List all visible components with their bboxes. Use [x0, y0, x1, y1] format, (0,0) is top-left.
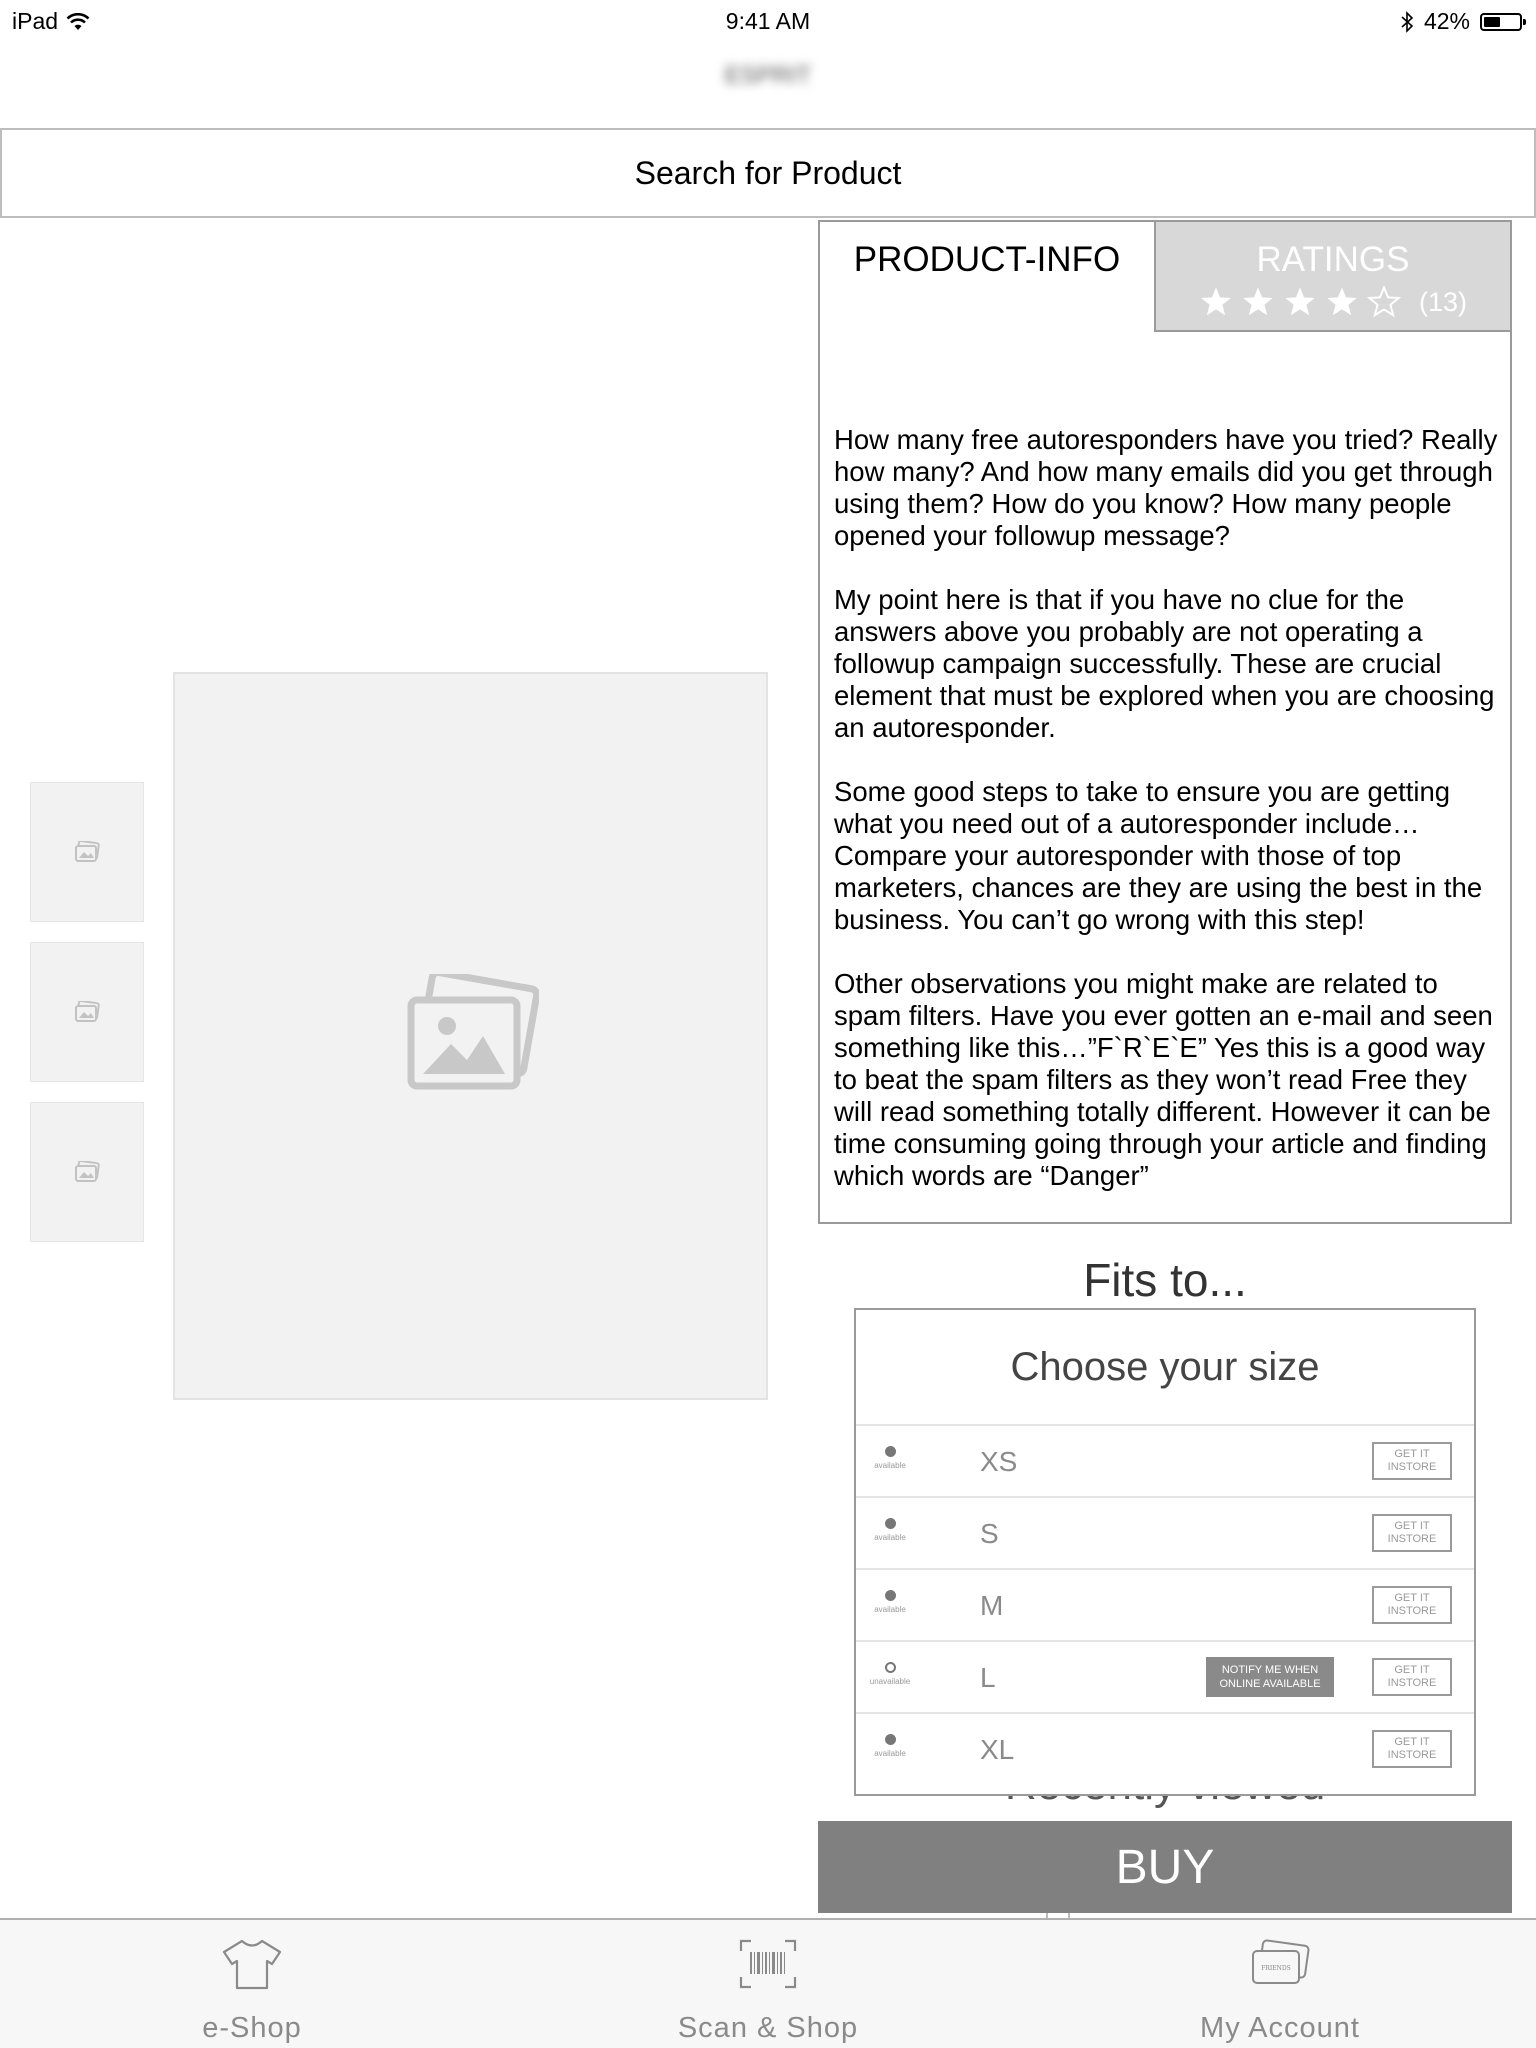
star-filled-icon [1241, 286, 1275, 318]
tshirt-icon [220, 1938, 284, 1990]
size-row-m[interactable] [856, 1570, 1474, 1642]
availability-dot-icon [885, 1590, 896, 1601]
rating-stars [1156, 286, 1510, 318]
availability-indicator: available [868, 1446, 912, 1470]
size-label: S [980, 1518, 999, 1549]
availability-indicator: unavailable [868, 1662, 912, 1686]
notify-me-button[interactable]: NOTIFY ME WHEN ONLINE AVAILABLE [1206, 1657, 1334, 1697]
get-it-instore-button[interactable]: GET IT INSTORE [1372, 1586, 1452, 1624]
product-thumbnail[interactable] [30, 1102, 144, 1242]
size-chooser-heading: Choose your size [856, 1310, 1474, 1426]
battery-icon [1480, 13, 1522, 31]
size-row-s[interactable] [856, 1498, 1474, 1570]
image-placeholder-icon [74, 1001, 100, 1023]
get-it-instore-button[interactable]: GET IT INSTORE [1372, 1442, 1452, 1480]
product-thumbnail[interactable] [30, 942, 144, 1082]
get-it-instore-button[interactable]: GET IT INSTORE [1372, 1514, 1452, 1552]
availability-indicator: available [868, 1590, 912, 1614]
star-filled-icon [1283, 286, 1317, 318]
nav-title: ESPRIT [724, 62, 812, 89]
star-filled-icon [1199, 286, 1233, 318]
availability-dot-icon [885, 1446, 896, 1457]
star-filled-icon [1325, 286, 1359, 318]
tab-ratings[interactable] [1154, 220, 1512, 332]
tab-my-account-label: My Account [1200, 2012, 1360, 2044]
search-bar[interactable] [0, 128, 1536, 218]
status-bar [0, 0, 1536, 44]
availability-dot-icon [885, 1518, 896, 1529]
description-paragraph: My point here is that if you have no clue for the answers above you probably are not operating a followup campaign successfully. These are crucial element that must be explored when you are choosing an autoresponder. [834, 584, 1495, 743]
unavailable-dot-icon [885, 1662, 896, 1673]
size-label: L [980, 1662, 996, 1693]
bluetooth-icon [1400, 11, 1414, 33]
star-empty-icon [1367, 286, 1401, 318]
availability-indicator: available [868, 1518, 912, 1542]
size-row-l[interactable] [856, 1642, 1474, 1714]
tab-my-account[interactable] [1130, 1932, 1430, 2045]
tab-e-shop-label: e-Shop [202, 2012, 302, 2044]
size-row-xl[interactable] [856, 1714, 1474, 1786]
availability-dot-icon [885, 1734, 896, 1745]
barcode-icon [739, 1939, 797, 1989]
cards-icon [1247, 1939, 1313, 1989]
size-label: XL [980, 1734, 1015, 1765]
clock: 9:41 AM [725, 8, 811, 34]
description-paragraph: How many free autoresponders have you tried? Really how many? And how many emails did you get through using them? How do you know? How many people opened your followup message? [834, 424, 1498, 551]
get-it-instore-button[interactable]: GET IT INSTORE [1372, 1658, 1452, 1696]
tab-product-info-label: PRODUCT-INFO [853, 240, 1121, 279]
battery-percent: 42% [1423, 8, 1470, 34]
bottom-tab-bar [0, 1918, 1536, 2048]
size-label: M [980, 1590, 1004, 1621]
size-chooser [854, 1308, 1476, 1796]
size-row-xs[interactable] [856, 1426, 1474, 1498]
tab-ratings-label: RATINGS [1256, 240, 1410, 279]
size-label: XS [980, 1446, 1018, 1477]
tab-e-shop[interactable] [102, 1932, 402, 2045]
search-label: Search for Product [634, 154, 902, 191]
description-paragraph: Some good steps to take to ensure you are getting what you need out of a autoresponder include… Compare your autoresponder with those of top marketers, chances are they are using the best in the business. You can’t go wrong with this step! [834, 776, 1483, 935]
description-paragraph: Other observations you might make are related to spam filters. Have you ever gotten an e-mail and seen something like this…”F`R`E`E” Yes this is a good way to beat the spam filters as they won’t read Free they will read something totally different. However it can be time consuming going through your article and finding which words are “Danger” [834, 968, 1493, 1191]
fits-to-title: Fits to... [1083, 1254, 1247, 1306]
image-placeholder-icon [74, 841, 100, 863]
availability-indicator: available [868, 1734, 912, 1758]
product-main-image[interactable] [173, 672, 768, 1400]
rating-count: (13) [1418, 286, 1467, 317]
image-placeholder-icon [403, 974, 539, 1098]
tab-scan-shop[interactable] [618, 1932, 918, 2045]
buy-button[interactable]: BUY [818, 1821, 1512, 1913]
product-thumbnail[interactable] [30, 782, 144, 922]
product-description [834, 424, 1498, 1224]
device-label: iPad [12, 8, 59, 34]
tab-scan-shop-label: Scan & Shop [677, 2012, 859, 2044]
image-placeholder-icon [74, 1161, 100, 1183]
get-it-instore-button[interactable]: GET IT INSTORE [1372, 1730, 1452, 1768]
card-text: FRIENDS [1261, 1965, 1291, 1972]
tab-product-info[interactable] [820, 222, 1154, 332]
